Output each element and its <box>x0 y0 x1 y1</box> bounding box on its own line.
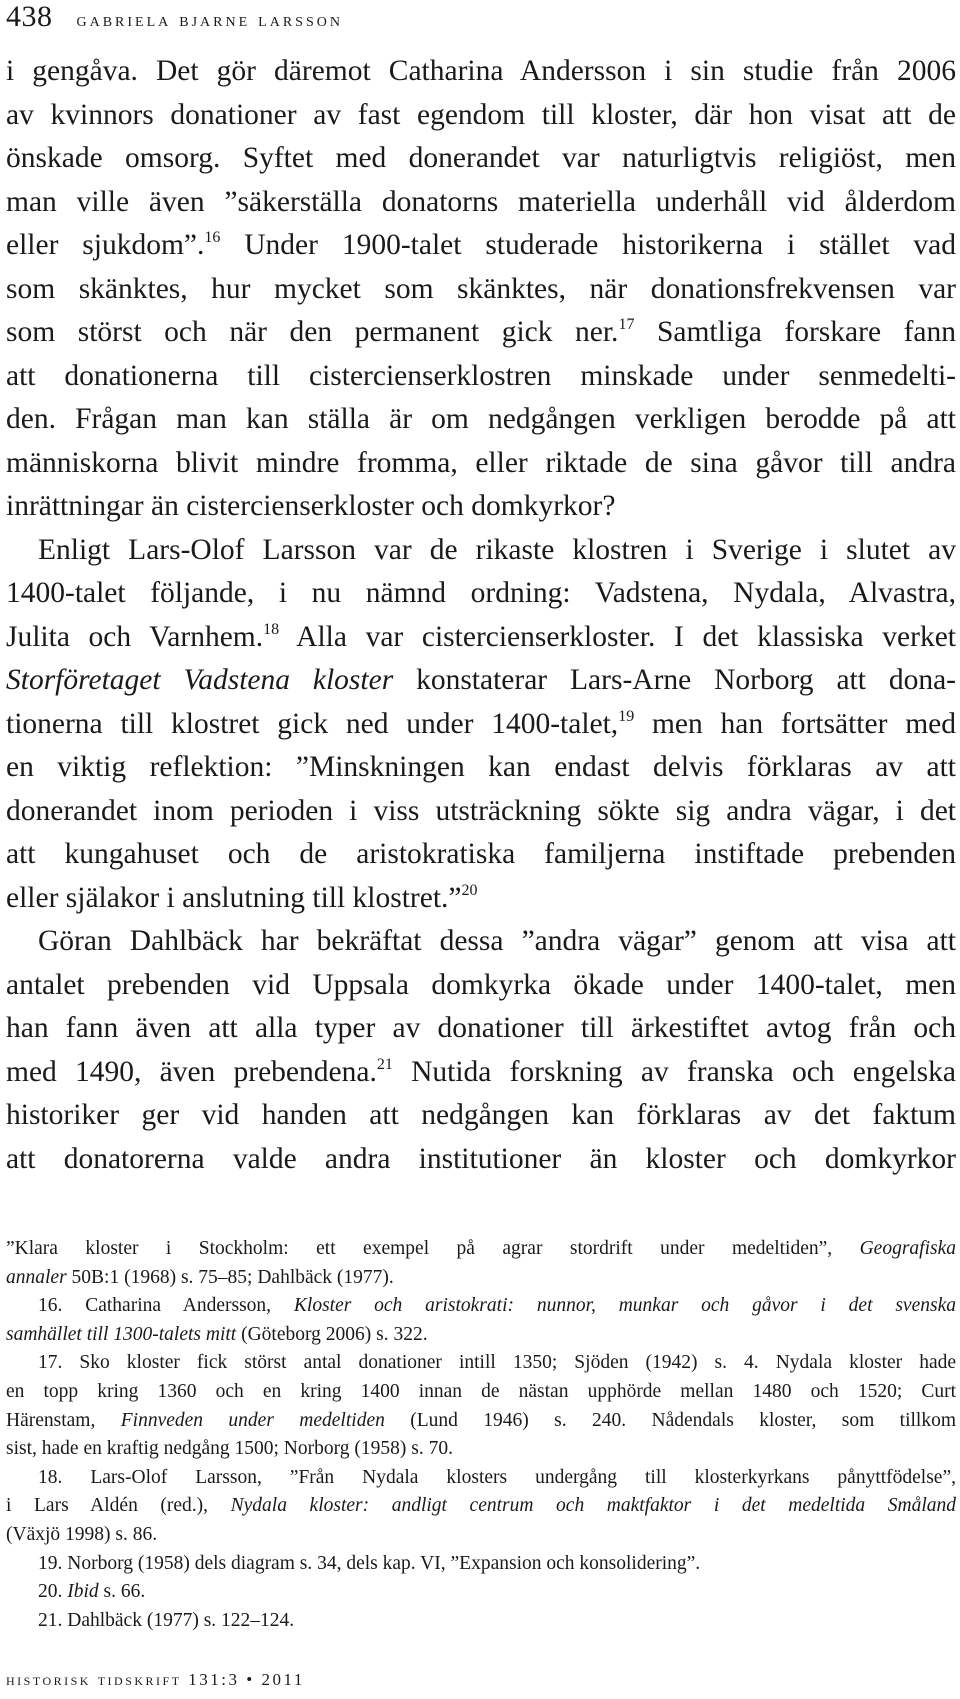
text-line <box>6 1051 956 1095</box>
italic-title: annaler <box>6 1266 67 1288</box>
footnote-line <box>6 1321 956 1350</box>
paragraph <box>6 529 956 921</box>
footnote-line <box>6 1492 956 1521</box>
text-fragment: Alla var cistercienserkloster. I det klassiska verket <box>279 620 956 653</box>
text-fragment: tionerna till klostret gick ned under 1400-talet, <box>6 707 619 740</box>
text-fragment: eller själakor i anslutning till klostret.” <box>6 881 462 914</box>
footnote-line <box>6 1235 956 1264</box>
text-line: att kungahuset och de aristokratiska familjerna instiftade prebenden <box>6 838 956 870</box>
text-fragment: eller sjukdom”. <box>6 229 205 261</box>
book-page <box>6 0 956 1699</box>
italic-title: samhället till 1300-talets mitt <box>6 1323 237 1345</box>
italic-title: Geografiska <box>859 1238 956 1259</box>
text-line: Göran Dahlbäck har bekräftat dessa ”andra vägar” genom att visa att <box>38 925 956 957</box>
footnote-19: 19. Norborg (1958) dels diagram s. 34, dels kap. VI, ”Expansion och konsolidering”. <box>38 1552 701 1574</box>
text-line: antalet prebenden vid Uppsala domkyrka ökade under 1400-talet, men <box>6 968 956 1001</box>
footnote-line: (Växjö 1998) s. 86. <box>6 1523 158 1545</box>
footnote-ref-21: 21 <box>376 1055 393 1073</box>
italic-title: Ibid <box>67 1581 99 1603</box>
footnote-ref-17: 17 <box>618 316 635 333</box>
text-line: önskade omsorg. Syftet med donerandet var naturligtvis religiöst, men <box>6 142 956 174</box>
text-line: att donationerna till cistercienserklostren minskade under senmedelti- <box>6 359 956 392</box>
text-line: i gengåva. Det gör däremot Catharina Andersson i sin studie från 2006 <box>6 55 956 87</box>
page-header <box>6 0 343 34</box>
text-fragment: med 1490, även prebendena. <box>6 1055 377 1088</box>
text-line: inrättningar än cistercienserkloster och domkyrkor? <box>6 490 616 522</box>
footnote-21: 21. Dahlbäck (1977) s. 122–124. <box>38 1609 295 1631</box>
footnote-17: 17. Sko kloster fick störst antal donationer intill 1350; Sjöden (1942) s. 4. Nydala kloster hade <box>38 1352 956 1374</box>
text-fragment: Samtliga forskare fann <box>634 316 956 348</box>
text-fragment: Nutida forskning av franska och engelska <box>392 1055 956 1088</box>
text-fragment: i Lars Aldén (red.), <box>6 1495 231 1517</box>
text-fragment: ”Klara kloster i Stockholm: ett exempel på agrar stordrift under medeltiden”, <box>6 1238 860 1259</box>
book-title-italic: Storföretaget Vadstena kloster <box>6 664 394 696</box>
text-fragment: 16. Catharina Andersson, <box>38 1295 294 1317</box>
footnote-ref-19: 19 <box>618 707 635 725</box>
running-title: gabriela bjarne larsson <box>76 9 343 31</box>
text-line <box>6 224 956 268</box>
page-number: 438 <box>6 0 53 33</box>
text-fragment: 50B:1 (1968) s. 75–85; Dahlbäck (1977). <box>66 1266 394 1288</box>
footnote-18: 18. Lars-Olof Larsson, ”Från Nydala klosters undergång till klosterkyrkans pånyttfödelse”, <box>38 1466 956 1488</box>
text-line: historiker ger vid handen att nedgången kan förklaras av det faktum <box>6 1099 956 1131</box>
text-fragment: Julita och Varnhem. <box>6 620 264 653</box>
text-line: Enligt Lars-Olof Larsson var de rikaste klostren i Sverige i slutet av <box>38 533 956 566</box>
text-fragment: (Lund 1946) s. 240. Nådendals kloster, som tillkom <box>384 1409 957 1431</box>
journal-footer: historisk tidskrift 131:3 • 2011 <box>6 1670 305 1689</box>
italic-title: Finnveden under medeltiden <box>120 1409 385 1431</box>
text-fragment: men han fortsätter med <box>634 707 956 740</box>
text-line: som skänktes, hur mycket som skänktes, när donationsfrekvensen var <box>6 272 956 305</box>
footnote-line: sist, hade en kraftig nedgång 1500; Norborg (1958) s. 70. <box>6 1438 453 1460</box>
text-fragment: 20. <box>38 1581 68 1603</box>
text-line <box>6 877 956 921</box>
text-line: man ville även ”säkerställa donatorns materiella underhåll vid ålderdom <box>6 185 956 218</box>
text-fragment: s. 66. <box>98 1581 146 1603</box>
footnote-line <box>6 1407 956 1436</box>
footnote-ref-16: 16 <box>204 229 221 246</box>
text-line: 1400-talet följande, i nu nämnd ordning: Vadstena, Nydala, Alvastra, <box>6 577 956 609</box>
text-line: den. Frågan man kan ställa är om nedgången verkligen berodde på att <box>6 403 956 435</box>
text-fragment: Under 1900-talet studerade historikerna i stället vad <box>220 229 956 261</box>
footnote-ref-18: 18 <box>263 620 280 638</box>
text-line <box>6 703 956 747</box>
text-line <box>6 311 956 355</box>
footnote-16 <box>6 1292 956 1321</box>
text-fragment: som störst och när den permanent gick ner. <box>6 316 619 348</box>
footnote-line: en topp kring 1360 och en kring 1400 innan de nästan upphörde mellan 1480 och 1520; Curt <box>6 1380 956 1402</box>
paragraph <box>6 50 956 529</box>
text-line: människorna blivit mindre fromma, eller riktade de sina gåvor till andra <box>6 446 956 479</box>
italic-title: Nydala kloster: andligt centrum och maktfaktor i det medeltida Småland <box>230 1495 956 1517</box>
paragraph <box>6 920 956 1181</box>
text-fragment: Härenstam, <box>6 1409 121 1431</box>
text-line: en viktig reflektion: ”Minskningen kan endast delvis förklaras av att <box>6 751 956 783</box>
footnote-20 <box>6 1578 956 1607</box>
text-line: av kvinnors donationer av fast egendom till kloster, där hon visat att de <box>6 98 956 131</box>
footnote-ref-20: 20 <box>461 881 478 899</box>
text-fragment: (Göteborg 2006) s. 322. <box>236 1323 428 1345</box>
footnotes <box>6 1235 956 1635</box>
text-fragment: konstaterar Lars-Arne Norborg att dona- <box>393 664 956 696</box>
body-text <box>6 50 956 1181</box>
text-line: han fann även att alla typer av donationer till ärkestiftet avtog från och <box>6 1012 956 1044</box>
text-line <box>6 616 956 660</box>
italic-title: Kloster och aristokrati: nunnor, munkar och gåvor i det svenska <box>293 1295 956 1317</box>
text-line: att donatorerna valde andra institutioner än kloster och domkyrkor <box>6 1142 956 1175</box>
footnote-line <box>6 1264 956 1293</box>
text-line: donerandet inom perioden i viss utsträckning sökte sig andra vägar, i det <box>6 794 956 827</box>
text-line <box>6 659 956 703</box>
